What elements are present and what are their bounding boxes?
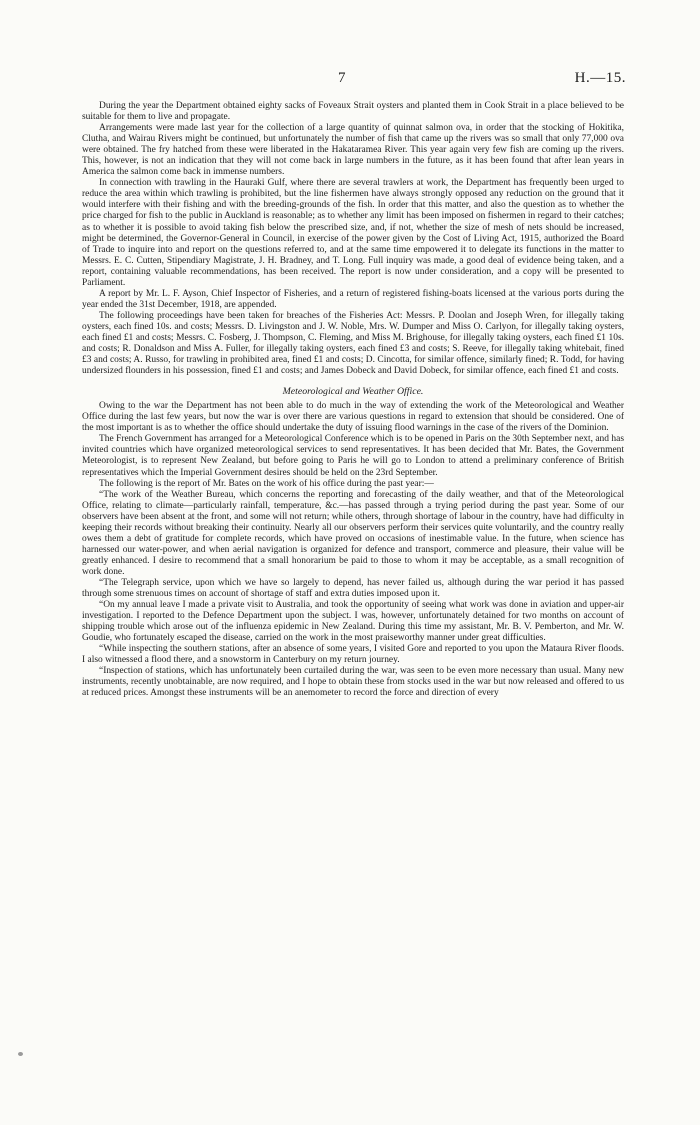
paragraph: A report by Mr. L. F. Ayson, Chief Inspector of Fisheries, and a return of registered fishing-boats licensed at the various ports during the year ended the 31st December, 1918, are appended. [82, 288, 624, 310]
paragraph: “The work of the Weather Bureau, which concerns the reporting and forecasting of the daily weather, and that of the Meteorological Office, relating to climate—particularly rainfall, temperature, &c.—has passed through a trying period during the past year. Some of our observers have been absent at the front, and some will not return; while others, through shortage of labour in the country, have had difficulty in keeping their records without breaking their continuity. Nearly all our observers perform their services quite voluntarily, and the country really owes them a debt of gratitude for complete records, which have proved on occasions of inestimable value. In the future, when science has harnessed our water-power, and when aerial navigation is organized for defence and transport, commerce and pleasure, their value will be greatly enhanced. I desire to recommend that a small honorarium be paid to those to whom it may be acceptable, as a small recognition of work done. [82, 489, 624, 577]
page-number: 7 [338, 70, 346, 86]
page-header [0, 70, 700, 90]
binding-hole-mark [18, 1052, 23, 1056]
paragraph: “Inspection of stations, which has unfortunately been curtailed during the war, was seen to be even more necessary than usual. Many new instruments, recently unobtainable, are now required, and I hope to obtain these from stocks used in the war but now released and offered to us at reduced prices. Amongst these instruments will be an anemometer to record the force and direction of every [82, 666, 624, 699]
paragraph: “While inspecting the southern stations, after an absence of some years, I visited Gore and reported to you upon the Mataura River floods. I also witnessed a flood there, and a snowstorm in Canterbury on my return journey. [82, 644, 624, 666]
section-heading: Meteorological and Weather Office. [282, 386, 424, 398]
paragraph: “The Telegraph service, upon which we have so largely to depend, has never failed us, although during the war period it has passed through some strenuous times on account of shortage of staff and extra duties imposed upon it. [82, 577, 624, 600]
paragraph: The following is the report of Mr. Bates on the work of his office during the past year:— [99, 478, 434, 489]
body-text [82, 101, 624, 699]
paragraph: The French Government has arranged for a Meteorological Conference which is to be opened in Paris on the 30th September next, and has invited countries which have organized meteorological services to send representatives. It has been decided that Mr. Bates, the Government Meteorologist, is to represent New Zealand, but before going to Paris he will go to London to attend a preliminary conference of British representatives which the Imperial Government desires should be held on the 23rd September. [82, 434, 624, 478]
paragraph: “On my annual leave I made a private visit to Australia, and took the opportunity of seeing what work was done in aviation and upper-air investigation. I reported to the Defence Department upon the subject. I was, however, unfortunately detained for two months on account of shipping trouble which arose out of the influenza epidemic in New Zealand. During this time my assistant, Mr. B. V. Pemberton, and Mr. W. Goudie, who fortunately escaped the disease, carried on the work in the most praiseworthy manner under great difficulties. [82, 600, 624, 644]
paragraph: During the year the Department obtained eighty sacks of Foveaux Strait oysters and planted them in Cook Strait in a place believed to be suitable for them to live and propagate. [82, 101, 624, 123]
paragraph: Owing to the war the Department has not been able to do much in the way of extending the work of the Meteorological and Weather Office during the last few years, but now the war is over there are various questions in regard to extension that should be considered. One of the most important is as to whether the office should undertake the duty of issuing flood warnings in the case of the rivers of the Dominion. [82, 401, 624, 434]
document-reference: H.—15. [574, 70, 626, 86]
paragraph: The following proceedings have been taken for breaches of the Fisheries Act: Messrs. P. Doolan and Joseph Wren, for illegally taking oysters, each fined 10s. and costs; Messrs. D. Livingston and J. W. Noble, Mrs. W. Dumper and Miss O. Carlyon, for illegally taking oysters, each fined £1 and costs; Messrs. C. Fosberg, J. Thompson, C. Fleming, and Miss M. Brighouse, for illegally taking oysters, each fined £1 10s. and costs; R. Donaldson and Miss A. Fuller, for illegally taking oysters, each fined £3 and costs; S. Reeve, for illegally taking whitebait, fined £3 and costs; A. Russo, for trawling in prohibited area, fined £1 and costs; D. Cincotta, for similar offence, similarly fined; R. Todd, for having undersized flounders in his possession, fined £1 and costs; and James Dobeck and David Dobeck, for similar offence, each fined £1 and costs. [82, 310, 624, 377]
paragraph: Arrangements were made last year for the collection of a large quantity of quinnat salmon ova, in order that the stocking of Hokitika, Clutha, and Wairau Rivers might be continued, but unfortunately the number of fish that came up the rivers was so small that only 77,000 ova were obtained. The fry hatched from these were liberated in the Hakataramea River. This year again very few fish are coming up the rivers. This, however, is not an indication that they will not come back in large numbers in the future, as it has been found that after lean years in America the salmon come back in immense numbers. [82, 123, 624, 178]
paragraph: In connection with trawling in the Hauraki Gulf, where there are several trawlers at work, the Department has frequently been urged to reduce the area within which trawling is prohibited, but the line fishermen have always strongly opposed any reduction on the ground that it would interfere with their fishing and with the breeding-grounds of the fish. In order that this matter, and also the question as to whether the price charged for fish to the public in Auckland is reasonable; as to whether any limit has been imposed on fishermen in regard to their catches; as to whether it is possible to avoid taking fish below the prescribed size, and, if not, whether the size of mesh of nets should be increased, might be determined, the Governor-General in Council, in exercise of the power given by the Cost of Living Act, 1915, authorized the Board of Trade to inquire into and report on the questions referred to, and at the same time empowered it to delegate its functions in the matter to Messrs. E. C. Cutten, Stipendiary Magistrate, J. H. Bradney, and T. Long. Full inquiry was made, a good deal of evidence being taken, and a report, containing valuable recommendations, has been received. The report is now under consideration, and a copy will be presented to Parliament. [82, 178, 624, 288]
